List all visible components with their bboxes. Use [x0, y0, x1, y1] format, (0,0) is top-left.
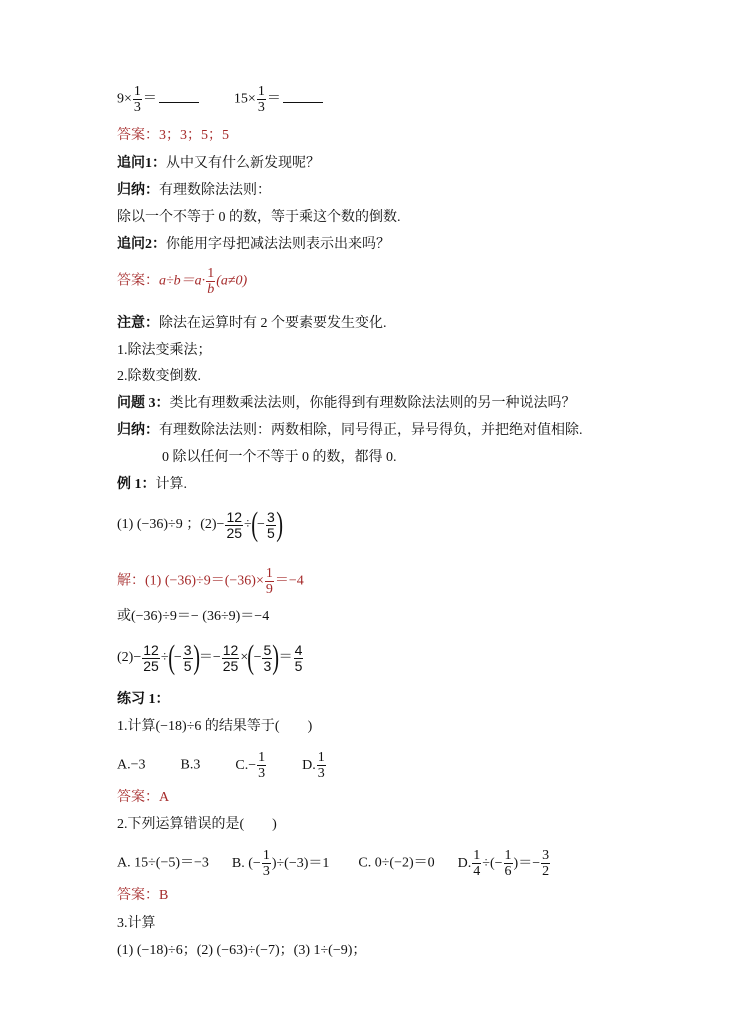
denominator: 25 [222, 657, 239, 674]
practice-q3-items: (1) (−18)÷6；(2) (−63)÷(−7)；(3) 1÷(−9)； [117, 943, 367, 958]
numerator: 1 [133, 84, 141, 99]
fill-in-line [117, 84, 323, 115]
answer-blank [283, 101, 323, 103]
denominator: 9 [265, 582, 273, 597]
solution-1 [117, 566, 304, 597]
text: 有理数除法法则： [159, 183, 271, 198]
denominator: 3 [257, 100, 265, 115]
numerator: 4 [294, 641, 303, 658]
right-paren: ) [192, 639, 200, 676]
note-item-2: 2.除数变倒数. [117, 369, 201, 384]
fraction-1-4 [472, 848, 481, 879]
label: 答案： [117, 273, 159, 289]
solution-prefix: 解：(1) (−36)÷9＝(−36)× [117, 573, 264, 589]
example-1 [117, 475, 187, 495]
fraction-one-third [133, 84, 142, 115]
example-1-question [117, 508, 282, 542]
numerator: 3 [266, 508, 275, 525]
answer-line: 答案：3；3；5；5 [117, 128, 229, 143]
right-paren: ) [272, 639, 280, 676]
expr-15-times: 15× [233, 91, 256, 107]
option-d-part2: ÷(− [482, 855, 503, 871]
answer-formula [117, 266, 247, 297]
practice-q1: 1.计算(−18)÷6 的结果等于( ) [117, 719, 313, 734]
note-item-1: 1.除法变乘法； [117, 343, 212, 358]
denominator: 3 [263, 657, 272, 674]
practice-q2-answer: 答案：B [117, 888, 169, 903]
label: 归纳： [117, 183, 159, 198]
denominator: 25 [143, 657, 159, 674]
text: 除法在运算时有 2 个要素要发生变化. [159, 316, 387, 331]
numerator: 1 [207, 266, 215, 281]
denominator: 6 [504, 864, 512, 879]
fraction-12-25 [225, 510, 243, 541]
follow-up-2 [117, 235, 390, 255]
numerator: 12 [143, 641, 159, 658]
note [117, 314, 387, 334]
text: 有理数除法法则：两数相除，同号得正，异号得负，并把绝对值相除. [159, 423, 583, 438]
practice-q2: 2.下列运算错误的是( ) [117, 817, 277, 832]
denominator: 5 [266, 524, 275, 541]
expr-9-times: 9× [117, 91, 132, 107]
denominator: 5 [294, 657, 303, 674]
label: 追问1： [117, 156, 166, 171]
numerator: 3 [183, 641, 192, 658]
fraction-1-9 [265, 566, 274, 597]
option-b [231, 848, 330, 879]
option-b: B.3 [180, 757, 201, 773]
solution-suffix: ＝−4 [274, 573, 304, 589]
solution-2 [117, 641, 304, 675]
label: 问题 3： [117, 396, 170, 411]
denominator: 3 [133, 100, 141, 115]
label: 注意： [117, 316, 159, 331]
expr-part-1: (1) (−36)÷9 ；(2)− [117, 517, 225, 533]
summary-1 [117, 181, 271, 201]
left-paren: ( [247, 639, 255, 676]
right-paren: ) [276, 506, 283, 543]
formula-lhs: a÷b＝a· [159, 273, 206, 289]
minus: − [253, 650, 262, 666]
practice-q3: 3.计算 [117, 916, 156, 931]
option-d-label: D. [457, 855, 472, 871]
equals: ＝ [142, 91, 157, 107]
practice-heading: 练习 1： [117, 692, 170, 707]
denominator: 2 [542, 864, 550, 879]
minus: − [257, 517, 265, 533]
fraction-1-3 [262, 848, 271, 879]
equals: ＝ [266, 91, 281, 107]
option-d [302, 750, 327, 781]
expr-part: (2)− [117, 650, 142, 666]
text: 从中又有什么新发现呢？ [166, 156, 320, 171]
follow-up-1 [117, 154, 320, 174]
problem-3 [117, 394, 576, 414]
numerator: 1 [258, 750, 266, 765]
numerator: 1 [317, 750, 325, 765]
option-a: A.−3 [117, 757, 146, 773]
denominator: 3 [317, 766, 325, 781]
practice-q1-options [117, 750, 327, 781]
denominator: 5 [183, 657, 192, 674]
option-d [457, 848, 551, 879]
label: 例 1： [117, 477, 156, 492]
solution-1-alt: 或(−36)÷9＝− (36÷9)＝−4 [117, 609, 270, 624]
option-b-part2: )÷(−3)＝1 [271, 855, 330, 871]
divide: ÷ [160, 650, 169, 666]
fraction-one-third [257, 84, 266, 115]
fraction-1-3 [317, 750, 326, 781]
denominator: 25 [226, 524, 243, 541]
fraction-one-over-b [206, 266, 215, 297]
equals: ＝ [278, 650, 293, 666]
left-paren: ( [167, 639, 175, 676]
option-c: C. 0÷(−2)＝0 [358, 855, 435, 871]
numerator: 5 [263, 641, 272, 658]
practice-q1-answer: 答案：A [117, 790, 170, 805]
option-b-part1: B. (− [231, 855, 261, 871]
denominator: 3 [262, 864, 270, 879]
numerator: 3 [542, 848, 550, 863]
left-paren: ( [250, 506, 258, 543]
denominator [206, 282, 215, 297]
text: 类比有理数乘法法则，你能得到有理数除法法则的另一种说法吗？ [169, 396, 576, 411]
numerator: 1 [473, 848, 481, 863]
option-d-part3: )＝− [513, 855, 541, 871]
minus: − [173, 650, 182, 666]
summary-2-continued: 0 除以任何一个不等于 0 的数，都得 0. [162, 450, 397, 465]
numerator: 1 [262, 848, 270, 863]
fraction-5-3 [262, 643, 272, 674]
numerator: 1 [265, 566, 273, 581]
label: 归纳： [117, 423, 159, 438]
fraction-1-3 [257, 750, 266, 781]
numerator: 1 [257, 84, 265, 99]
text: 你能用字母把减法法则表示出来吗？ [166, 237, 390, 252]
numerator: 12 [226, 508, 243, 525]
fraction-3-5 [183, 643, 193, 674]
answer-blank [159, 101, 199, 103]
division-rule: 除以一个不等于 0 的数，等于乘这个数的倒数. [117, 210, 401, 225]
condition: (a≠0) [216, 273, 248, 289]
fraction-1-6 [504, 848, 513, 879]
numerator: 12 [222, 641, 239, 658]
divide: ÷ [244, 517, 252, 533]
denominator-text: b [207, 282, 215, 297]
label: 追问2： [117, 237, 166, 252]
equals-minus: ＝− [198, 650, 221, 666]
fraction-12-25 [142, 643, 160, 674]
fraction-3-2 [541, 848, 550, 879]
numerator: 1 [504, 848, 512, 863]
option-c [235, 750, 267, 781]
option-a: A. 15÷(−5)＝−3 [117, 855, 209, 871]
summary-2 [117, 421, 583, 441]
practice-q2-options [117, 848, 551, 879]
denominator: 4 [473, 864, 481, 879]
option-d-label: D. [302, 757, 316, 773]
fraction-4-5 [294, 643, 304, 674]
text: 计算. [155, 477, 187, 492]
denominator: 3 [258, 766, 266, 781]
fraction-3-5 [266, 510, 276, 541]
times: × [240, 650, 249, 666]
fraction-12-25 [222, 643, 240, 674]
option-c-label: C.− [235, 757, 257, 773]
